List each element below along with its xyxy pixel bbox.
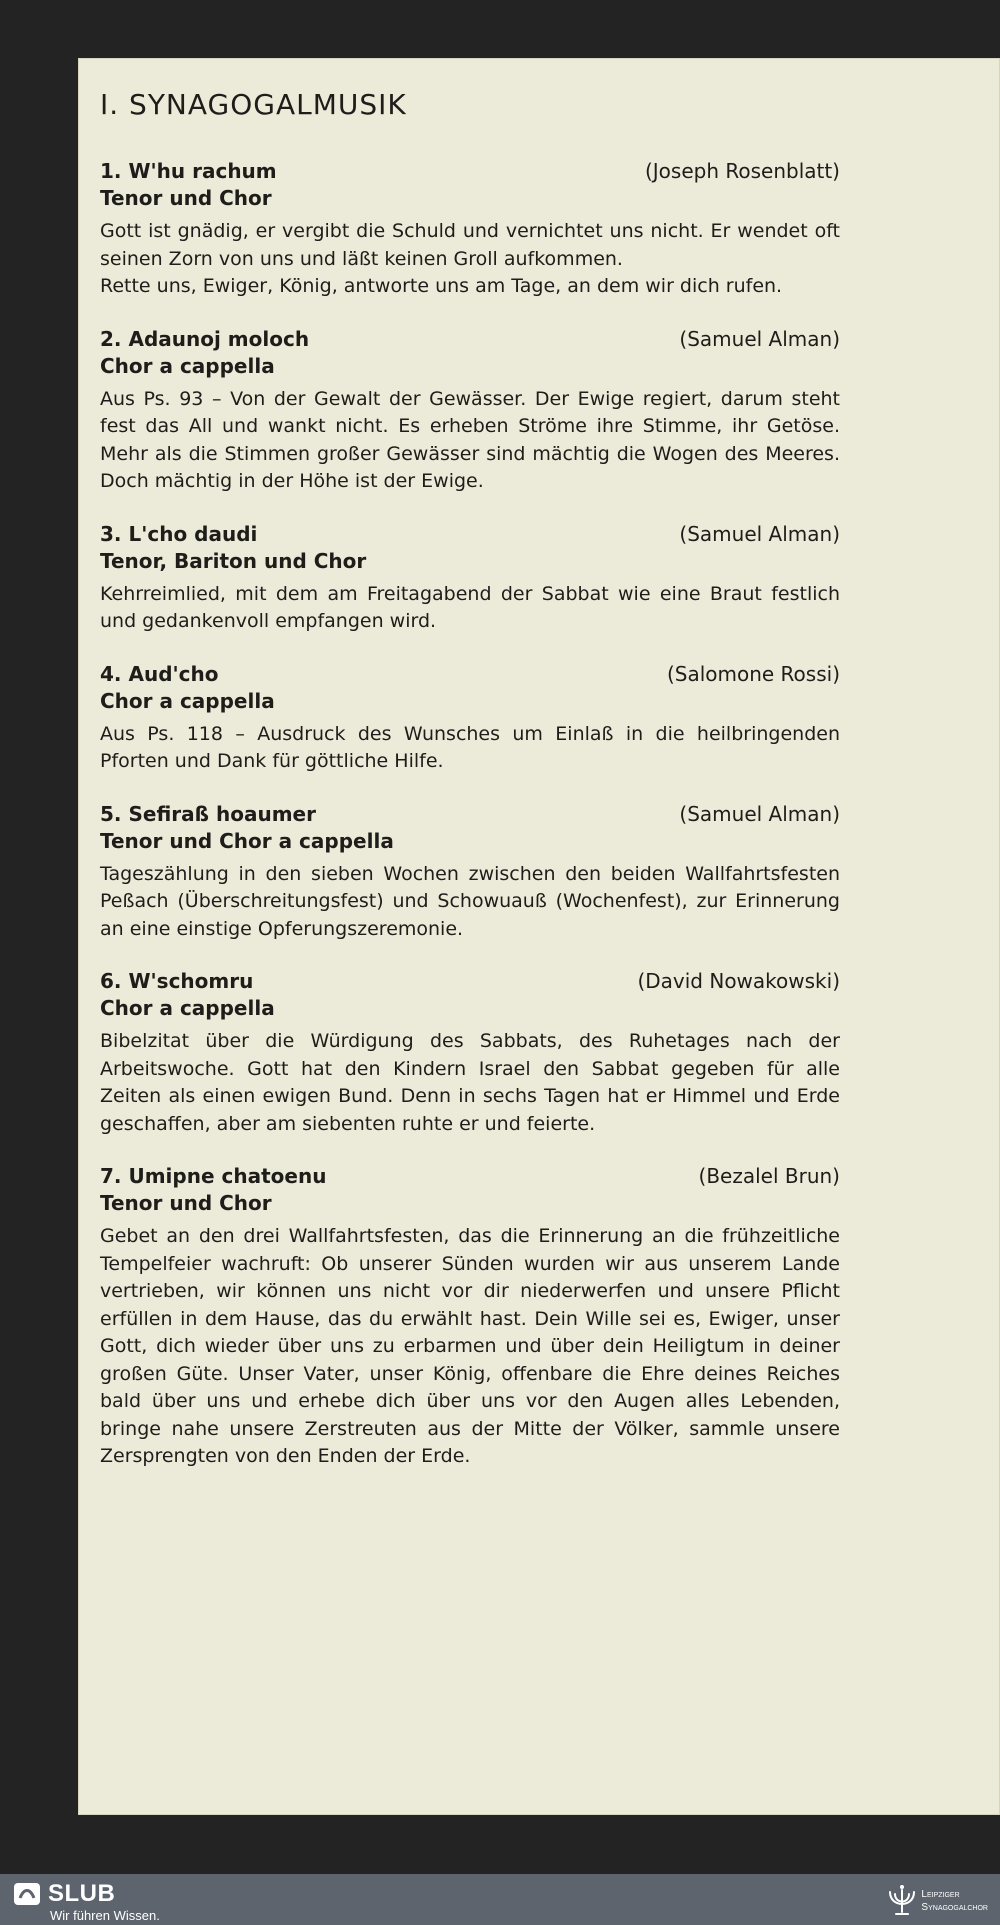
item-voices: Tenor und Chor: [100, 1191, 272, 1215]
slub-name: SLUB: [48, 1880, 116, 1907]
item-composer: (Bezalel Brun): [698, 1164, 840, 1188]
item-description: Gott ist gnädig, er vergibt die Schuld und vernichtet uns nicht. Er wendet oft seinen Zorn von uns und läßt keinen Groll aufkommen.: [100, 220, 840, 270]
partner-branding[interactable]: [887, 1884, 988, 1918]
item-description: Aus Ps. 118 – Ausdruck des Wunsches um Einlaß in die heilbringenden Pforten und Dank für göttliche Hilfe.: [100, 722, 840, 772]
slub-branding[interactable]: [14, 1880, 160, 1923]
program-item-3: [100, 522, 840, 636]
item-description-2: Rette uns, Ewiger, König, antworte uns am Tage, an dem wir dich rufen.: [100, 275, 783, 297]
menorah-icon: [887, 1884, 917, 1918]
partner-name-line2: Synagogalchor: [921, 1902, 988, 1913]
item-title: 2. Adaunoj moloch: [100, 326, 310, 351]
partner-name-line1: Leipziger: [921, 1889, 960, 1900]
item-title: 6. W'schomru: [100, 969, 254, 993]
slub-logo-icon: [14, 1883, 40, 1905]
footer-bar: [0, 1874, 1000, 1925]
item-composer: (David Nowakowski): [637, 969, 840, 993]
item-composer: (Salomone Rossi): [666, 661, 840, 686]
slub-tagline: Wir führen Wissen.: [50, 1908, 160, 1923]
item-voices: Tenor und Chor: [100, 186, 272, 210]
item-voices: Chor a cappella: [100, 688, 275, 713]
item-voices: Tenor, Bariton und Chor: [100, 548, 367, 573]
item-voices: Chor a cappella: [100, 353, 275, 378]
item-title: 4. Aud'cho: [100, 661, 219, 686]
program-item-7: [100, 1164, 840, 1471]
program-item-6: [100, 969, 840, 1138]
item-description: Aus Ps. 93 – Von der Gewalt der Gewässer. Der Ewige regiert, darum steht fest das All und wankt nicht. Es erheben Ströme ihre Stimme, ihr Getöse. Mehr als die Stimmen großer Gewässer sind mächtig die Wogen des Meeres. Doch mächtig in der Höhe ist der Ewige.: [100, 387, 840, 492]
item-composer: (Samuel Alman): [679, 521, 840, 546]
item-composer: (Samuel Alman): [679, 326, 840, 351]
program-item-1: [100, 159, 840, 301]
item-description: Gebet an den drei Wallfahrtsfesten, das die Erinnerung an die frühzeitliche Tempelfeier wachruft: Ob unserer Sünden wurden wir aus unserem Lande vertrieben, wir können uns nicht vor dir niederwerfen und unsere Pflicht erfüllen in dem Hause, das du erwählt hast. Dein Wille sei es, Ewiger, unser Gott, dich wieder über uns zu erbarmen und über dein Heiligtum in deiner großen Güte. Unser Vater, unser König, offenbare die Ehre deines Reiches bald über uns und erhebe dich über uns vor den Augen alles Lebenden, bringe nahe unsere Zerstreuten aus der Mitte der Völker, sammle unsere Zersprengten von den Enden der Erde.: [100, 1225, 840, 1467]
item-composer: (Samuel Alman): [679, 801, 840, 826]
item-description: Tageszählung in den sieben Wochen zwischen den beiden Wallfahrtsfesten Peßach (Überschreitungsfest) und Schowuauß (Wochenfest), zur Erinnerung an eine einstige Opferungszeremonie.: [100, 862, 840, 940]
program-item-5: [100, 802, 840, 944]
item-title: 1. W'hu rachum: [100, 159, 277, 183]
item-title: 5. Sefiraß hoaumer: [100, 801, 316, 826]
program-item-2: [100, 327, 840, 496]
program-item-4: [100, 662, 840, 776]
item-title: 3. L'cho daudi: [100, 521, 258, 546]
item-title: 7. Umipne chatoenu: [100, 1164, 327, 1188]
item-description: Kehrreimlied, mit dem am Freitagabend der Sabbat wie eine Braut festlich und gedankenvoll empfangen wird.: [100, 582, 840, 632]
item-description: Bibelzitat über die Würdigung des Sabbats, des Ruhetages nach der Arbeitswoche. Gott hat den Kindern Israel den Sabbat gegeben für alle Zeiten als einen ewigen Bund. Denn in sechs Tagen hat er Himmel und Erde geschaffen, aber am siebenten ruhte er und feierte.: [100, 1030, 840, 1135]
section-heading: I. SYNAGOGALMUSIK: [100, 88, 407, 121]
item-voices: Tenor und Chor a cappella: [100, 828, 394, 853]
program-content: [100, 88, 840, 1497]
item-voices: Chor a cappella: [100, 996, 275, 1020]
item-composer: (Joseph Rosenblatt): [644, 159, 840, 183]
